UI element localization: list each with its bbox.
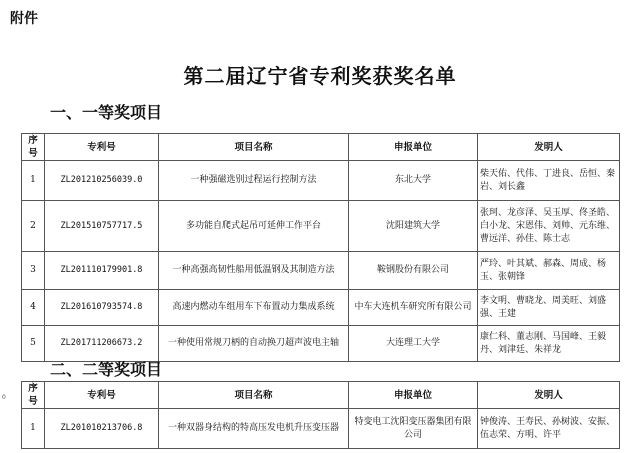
cell-seq: 3 <box>22 252 45 290</box>
section1-heading: 一、一等奖项目 <box>50 103 163 122</box>
cell-patent: ZL201711206673.2 <box>45 326 159 362</box>
col-patent: 专利号 <box>45 382 159 409</box>
cell-unit: 鞍钢股份有限公司 <box>349 252 478 290</box>
col-project: 项目名称 <box>159 382 349 409</box>
cell-seq: 5 <box>22 326 45 362</box>
cell-patent: ZL201510757717.5 <box>45 201 159 252</box>
cell-project: 一种双器身结构的特高压发电机升压变压器 <box>159 409 349 449</box>
cell-patent: ZL201010213706.8 <box>45 409 159 449</box>
cell-project: 高速内燃动车组用车下布置动力集成系统 <box>159 290 349 326</box>
cell-inventors: 柴天佑、代伟、丁进良、岳恒、秦岩、刘长鑫 <box>478 161 620 201</box>
col-patent: 专利号 <box>45 134 159 161</box>
cell-inventors: 严玲、叶其斌、郝森、周成、杨玉、张朝锋 <box>478 252 620 290</box>
table-row <box>22 252 620 290</box>
attachment-label: 附件 <box>10 11 38 27</box>
first-prize-table <box>21 133 620 362</box>
cell-patent: ZL201210256039.0 <box>45 161 159 201</box>
cell-seq: 1 <box>22 161 45 201</box>
cell-project: 一种高强高韧性船用低温钢及其制造方法 <box>159 252 349 290</box>
col-seq: 序号 <box>22 134 45 161</box>
table-row <box>22 161 620 201</box>
table-header-row <box>22 382 620 409</box>
page-title: 第二届辽宁省专利奖获奖名单 <box>183 64 457 88</box>
cell-project: 一种使用常规刀柄的自动换刀超声波电主轴 <box>159 326 349 362</box>
table-row <box>22 201 620 252</box>
cell-unit: 沈阳建筑大学 <box>349 201 478 252</box>
cell-patent: ZL201110179901.8 <box>45 252 159 290</box>
col-unit: 申报单位 <box>349 382 478 409</box>
cell-patent: ZL201610793574.8 <box>45 290 159 326</box>
cell-project: 多功能自爬式起吊可延伸工作平台 <box>159 201 349 252</box>
cell-unit: 东北大学 <box>349 161 478 201</box>
cell-unit: 中车大连机车研究所有限公司 <box>349 290 478 326</box>
section2-heading: 二、二等奖项目 <box>50 360 163 379</box>
cell-seq: 2 <box>22 201 45 252</box>
col-seq: 序号 <box>22 382 45 409</box>
cell-unit: 大连理工大学 <box>349 326 478 362</box>
page-marker: 0 <box>2 394 6 401</box>
col-unit: 申报单位 <box>349 134 478 161</box>
col-inventors: 发明人 <box>478 382 620 409</box>
cell-inventors: 李文明、曹晓龙、周美旺、刘盛强、王建 <box>478 290 620 326</box>
table-row <box>22 290 620 326</box>
cell-inventors: 张珂、龙彦泽、吴玉厚、佟圣皓、白小龙、宋恩伟、刘帅、元东维、曹远洋、孙佳、陈士志 <box>478 201 620 252</box>
second-prize-table <box>21 381 620 449</box>
table-row <box>22 409 620 449</box>
table-header-row <box>22 134 620 161</box>
cell-inventors: 钟俊涛、王寿民、孙树波、安振、伍志荣、方明、许平 <box>478 409 620 449</box>
cell-unit: 特变电工沈阳变压器集团有限公司 <box>349 409 478 449</box>
cell-project: 一种强磁选别过程运行控制方法 <box>159 161 349 201</box>
cell-seq: 1 <box>22 409 45 449</box>
cell-inventors: 康仁科、董志刚、马国峰、王毅丹、刘津廷、朱祥龙 <box>478 326 620 362</box>
cell-seq: 4 <box>22 290 45 326</box>
col-inventors: 发明人 <box>478 134 620 161</box>
col-project: 项目名称 <box>159 134 349 161</box>
